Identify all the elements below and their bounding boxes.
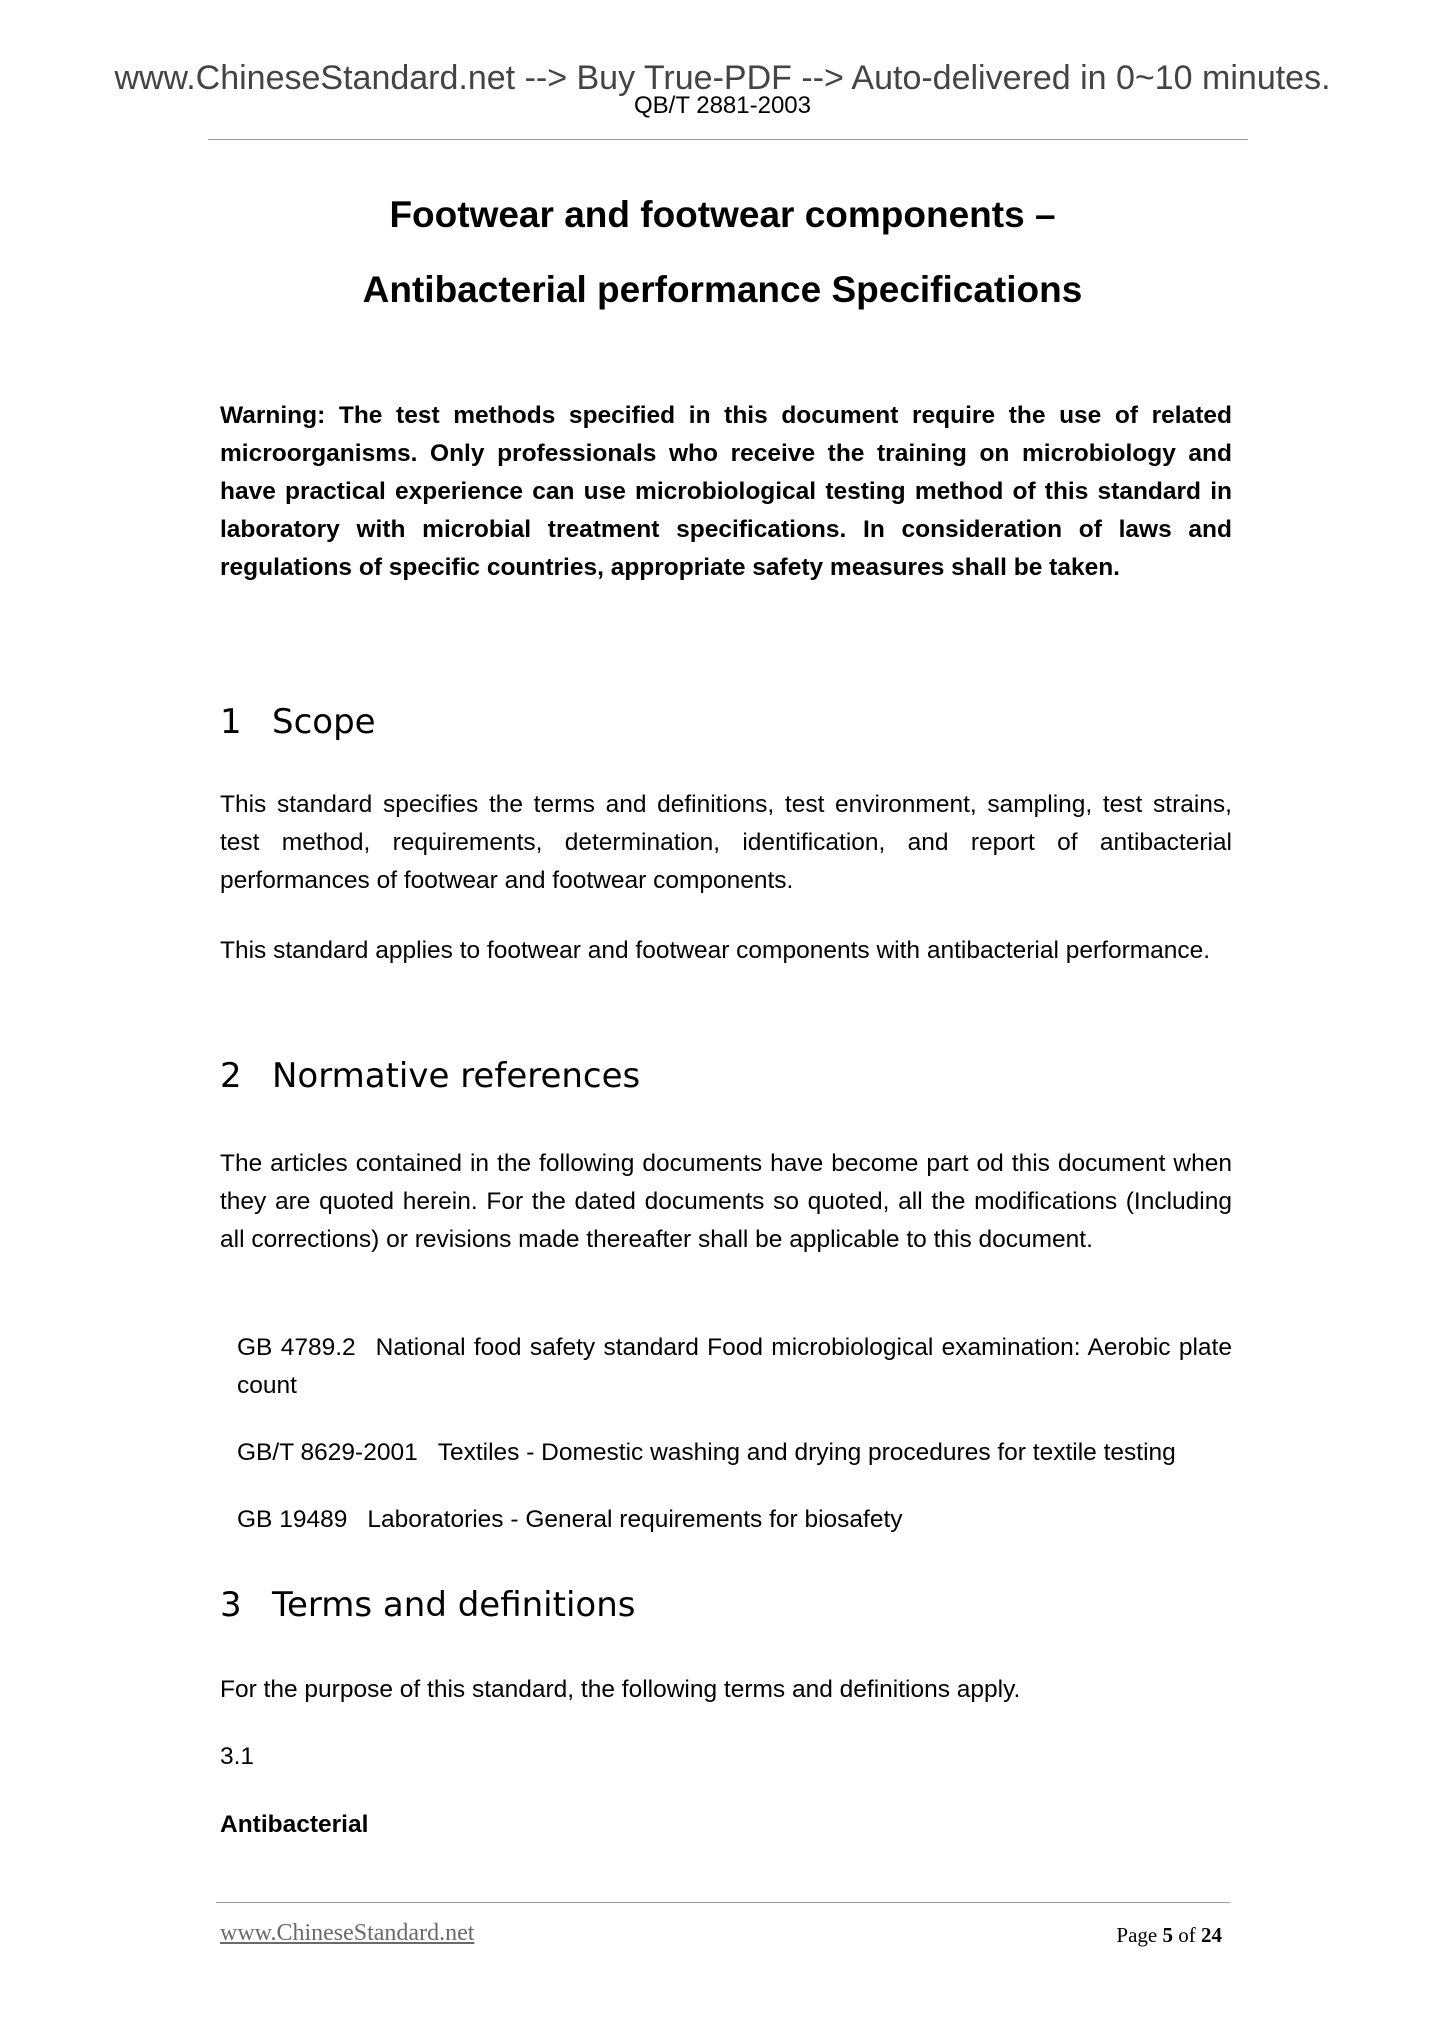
document-title-line-1: Footwear and footwear components – xyxy=(389,194,1056,235)
section-title: Scope xyxy=(272,702,376,742)
warning-paragraph: Warning: The test methods specified in this document require the use of related microorganisms. Only professionals who receive the training on microbiology and have practical experience can use microbiological testing method of this standard in laboratory with microbial treatment specifications. In consideration of laws and regulations of specific countries, appropriate safety measures shall be taken. xyxy=(220,402,1232,581)
section-title: Normative references xyxy=(272,1056,641,1096)
clause-number: 3.1 xyxy=(220,1743,255,1770)
scope-paragraph-2: This standard applies to footwear and footwear components with antibacterial performance. xyxy=(220,937,1211,964)
reference-title: Textiles - Domestic washing and drying procedures for textile testing xyxy=(437,1439,1176,1466)
document-title-line-2: Antibacterial performance Specifications xyxy=(362,269,1083,310)
footer-divider xyxy=(216,1902,1230,1903)
reference-item xyxy=(237,1329,1232,1405)
document-id: QB/T 2881-2003 xyxy=(633,92,811,119)
normative-paragraph: The articles contained in the following documents have become part od this document when they are quoted herein. For the dated documents so quoted, all the modifications (Including all corrections) or revisions made thereafter shall be applicable to this document. xyxy=(220,1150,1232,1253)
page-label: Page xyxy=(1116,1923,1158,1947)
reference-title: Laboratories - General requirements for biosafety xyxy=(367,1506,903,1533)
header-banner: www.ChineseStandard.net --> Buy True-PDF --> Auto-delivered in 0~10 minutes. xyxy=(114,59,1331,97)
term-heading: Antibacterial xyxy=(220,1811,369,1838)
page-number xyxy=(1116,1923,1222,1948)
section-number: 1 xyxy=(220,702,242,742)
section-heading-scope xyxy=(220,701,376,743)
reference-code: GB/T 8629-2001 xyxy=(237,1439,418,1466)
reference-title: National food safety standard Food microbiological examination: Aerobic plate count xyxy=(237,1334,1232,1399)
section-title: Terms and definitions xyxy=(272,1585,636,1625)
reference-item xyxy=(237,1501,1232,1539)
section-heading-normative-references xyxy=(220,1055,640,1097)
footer-website-link[interactable]: www.ChineseStandard.net xyxy=(220,1920,475,1946)
current-page: 5 xyxy=(1162,1923,1173,1947)
section-number: 3 xyxy=(220,1585,242,1625)
reference-item xyxy=(237,1434,1232,1472)
terms-paragraph: For the purpose of this standard, the following terms and definitions apply. xyxy=(220,1676,1021,1703)
section-heading-terms-and-definitions xyxy=(220,1584,635,1626)
reference-code: GB 19489 xyxy=(237,1506,348,1533)
header-divider xyxy=(208,139,1248,140)
page-of-label: of xyxy=(1178,1923,1196,1947)
section-number: 2 xyxy=(220,1056,242,1096)
scope-paragraph-1: This standard specifies the terms and definitions, test environment, sampling, test strains, test method, requirements, determination, identification, and report of antibacterial performances of footwear and footwear components. xyxy=(220,791,1232,894)
reference-code: GB 4789.2 xyxy=(237,1334,356,1361)
total-pages: 24 xyxy=(1201,1923,1222,1947)
